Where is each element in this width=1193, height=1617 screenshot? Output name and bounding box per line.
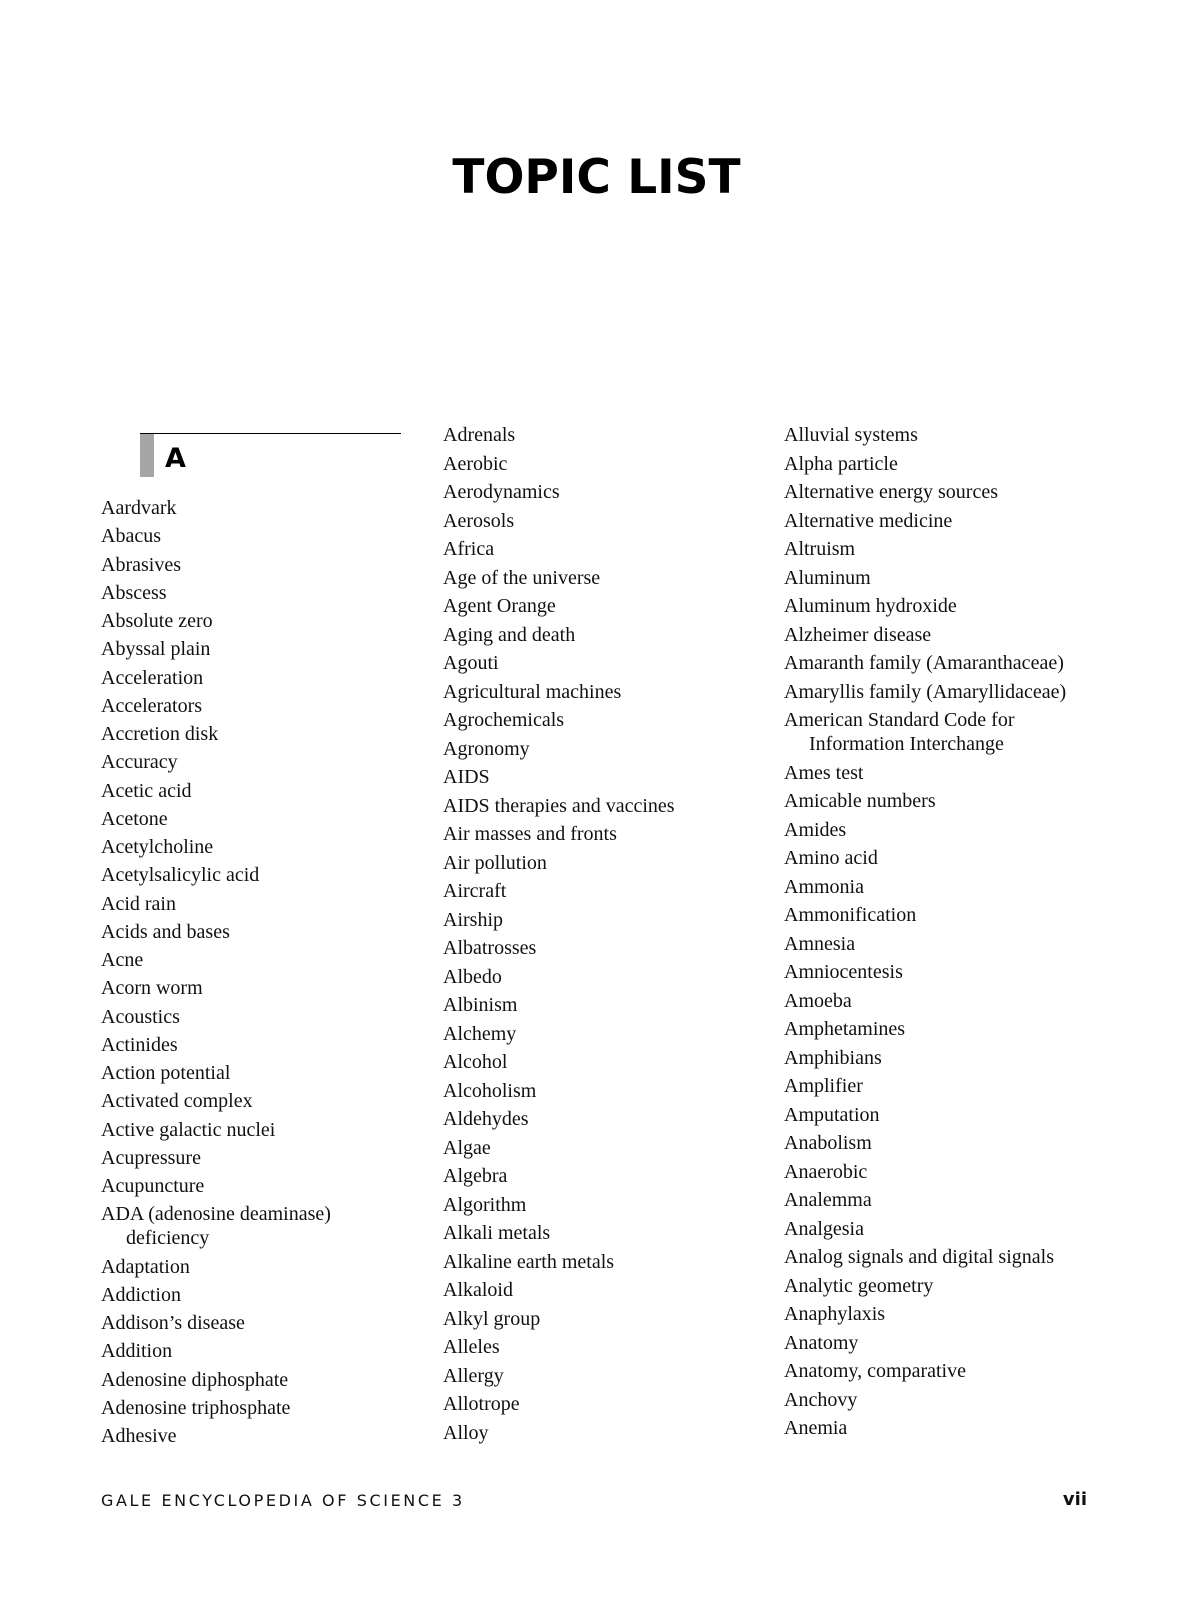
topic-item: Acne xyxy=(101,949,144,971)
topic-item: Agrochemicals xyxy=(443,709,565,731)
topic-item: Air pollution xyxy=(443,851,547,874)
topic-item: Adenosine diphosphate xyxy=(101,1368,289,1391)
topic-item: Allotrope xyxy=(443,1393,520,1415)
topic-item: Abacus xyxy=(101,525,161,548)
topic-item: Alkaloid xyxy=(443,1279,513,1301)
topic-item: Anaphylaxis xyxy=(784,1303,886,1325)
topic-item: Altruism xyxy=(784,538,856,560)
topic-item: Alternative medicine xyxy=(784,509,953,532)
topic-item: Absolute zero xyxy=(101,610,213,632)
topic-item: Amoeba xyxy=(784,989,852,1012)
topic-item: Active galactic nuclei xyxy=(101,1118,276,1141)
topic-item: Allergy xyxy=(443,1364,504,1387)
page-title: TOPIC LIST xyxy=(452,150,741,205)
topic-item: Aluminum hydroxide xyxy=(784,595,957,617)
topic-item: Amputation xyxy=(784,1103,880,1126)
topic-item: Activated complex xyxy=(101,1090,253,1113)
topic-item: Aardvark xyxy=(101,497,177,519)
topic-item: Amino acid xyxy=(784,847,878,869)
topic-item: Alchemy xyxy=(443,1022,517,1045)
topic-item: Alluvial systems xyxy=(784,424,918,446)
topic-item: Albatrosses xyxy=(443,937,537,959)
topic-item: Accretion disk xyxy=(101,723,219,745)
topic-item: Amicable numbers xyxy=(784,790,936,812)
topic-item: Ammonification xyxy=(784,904,917,926)
topic-item-line: American Standard Code for xyxy=(784,709,1015,731)
topic-item: Alkali metals xyxy=(443,1222,551,1244)
topic-item: AIDS xyxy=(443,766,490,788)
topic-item: Analytic geometry xyxy=(784,1274,934,1297)
section-header xyxy=(140,433,401,486)
topic-item: Acetic acid xyxy=(101,779,192,802)
topic-item: Actinides xyxy=(101,1033,178,1056)
topic-item: Albinism xyxy=(443,994,518,1016)
topic-item: Albedo xyxy=(443,965,502,988)
topic-item: Alcohol xyxy=(443,1051,508,1073)
topic-item xyxy=(784,708,1014,756)
topic-item: Air masses and fronts xyxy=(443,823,617,845)
topic-item: Amphibians xyxy=(784,1046,882,1069)
topic-item: Aerosols xyxy=(443,509,515,532)
topic-item: Algae xyxy=(443,1136,491,1159)
topic-item: Aging and death xyxy=(443,623,576,646)
footer-publication: GALE ENCYCLOPEDIA OF SCIENCE 3 xyxy=(101,1491,465,1510)
topic-item: Aldehydes xyxy=(443,1108,529,1130)
topic-item: Anaerobic xyxy=(784,1160,868,1183)
topic-item: Acupressure xyxy=(101,1146,201,1169)
topic-item: Acetylsalicylic acid xyxy=(101,864,260,887)
topic-item: Amniocentesis xyxy=(784,961,903,983)
topic-item: Amphetamines xyxy=(784,1018,906,1040)
topic-item: Age of the universe xyxy=(443,566,601,589)
topic-item: Amplifier xyxy=(784,1075,863,1097)
topic-item: Acetone xyxy=(101,807,168,830)
topic-item: Action potential xyxy=(101,1062,231,1084)
topic-item: Analgesia xyxy=(784,1217,864,1240)
topic-item: Agent Orange xyxy=(443,595,556,617)
topic-item: Abscess xyxy=(101,581,167,604)
topic-item: Alzheimer disease xyxy=(784,623,932,646)
topic-item: Ames test xyxy=(784,761,864,784)
topic-item xyxy=(101,1202,331,1250)
topic-item: Anchovy xyxy=(784,1388,858,1411)
topic-item: Amnesia xyxy=(784,932,856,955)
topic-item: Addison’s disease xyxy=(101,1312,245,1334)
topic-item: Aluminum xyxy=(784,566,871,589)
topic-item: Amides xyxy=(784,818,847,841)
topic-item: Agouti xyxy=(443,652,499,674)
section-marker-bar xyxy=(140,434,154,477)
topic-item: Acid rain xyxy=(101,892,176,915)
topic-item: Alkaline earth metals xyxy=(443,1250,615,1273)
topic-item: Anatomy xyxy=(784,1331,859,1354)
topic-item: Anatomy, comparative xyxy=(784,1360,966,1382)
topic-item: Abrasives xyxy=(101,553,181,576)
topic-item: Acupuncture xyxy=(101,1175,205,1197)
topic-item-line: ADA (adenosine deaminase) xyxy=(101,1203,331,1226)
topic-item: Anemia xyxy=(784,1417,848,1439)
topic-item: Alleles xyxy=(443,1336,500,1358)
topic-item: Amaranth family (Amaranthaceae) xyxy=(784,652,1064,674)
topic-item: Accelerators xyxy=(101,694,203,717)
topic-item: Algebra xyxy=(443,1165,508,1187)
topic-item: Ammonia xyxy=(784,875,864,898)
topic-item: Amaryllis family (Amaryllidaceae) xyxy=(784,680,1067,703)
topic-item: Acorn worm xyxy=(101,977,203,1000)
topic-item: Adenosine triphosphate xyxy=(101,1396,291,1419)
topic-item-continuation: Information Interchange xyxy=(809,733,1004,755)
topic-item: Aerobic xyxy=(443,452,508,475)
topic-item: Addiction xyxy=(101,1283,181,1306)
topic-item: Acoustics xyxy=(101,1005,180,1028)
topic-item: Adaptation xyxy=(101,1255,190,1278)
topic-item: Africa xyxy=(443,538,495,560)
topic-item: AIDS therapies and vaccines xyxy=(443,794,675,817)
topic-item: Adrenals xyxy=(443,424,516,446)
topic-item: Agricultural machines xyxy=(443,680,622,703)
topic-item: Addition xyxy=(101,1340,173,1363)
topic-item: Analemma xyxy=(784,1189,872,1211)
topic-item: Algorithm xyxy=(443,1193,527,1216)
topic-item: Abyssal plain xyxy=(101,638,211,661)
topic-item: Aircraft xyxy=(443,880,507,902)
topic-item: Alcoholism xyxy=(443,1079,537,1102)
topic-item: Alkyl group xyxy=(443,1307,541,1330)
footer-page-number: vii xyxy=(1062,1489,1087,1510)
topic-item: Acetylcholine xyxy=(101,836,214,858)
topic-item: Adhesive xyxy=(101,1425,177,1447)
topic-item: Acceleration xyxy=(101,666,204,689)
topic-item: Acids and bases xyxy=(101,920,230,943)
topic-item: Agronomy xyxy=(443,737,530,760)
topic-item-continuation: deficiency xyxy=(126,1227,210,1250)
topic-item: Alloy xyxy=(443,1421,489,1444)
topic-item: Aerodynamics xyxy=(443,481,560,503)
topic-item: Accuracy xyxy=(101,751,178,774)
topic-item: Alpha particle xyxy=(784,452,898,475)
topic-item: Analog signals and digital signals xyxy=(784,1246,1054,1268)
section-letter: A xyxy=(165,443,186,474)
topic-item: Anabolism xyxy=(784,1132,872,1154)
topic-item: Alternative energy sources xyxy=(784,481,998,503)
topic-item: Airship xyxy=(443,908,503,931)
